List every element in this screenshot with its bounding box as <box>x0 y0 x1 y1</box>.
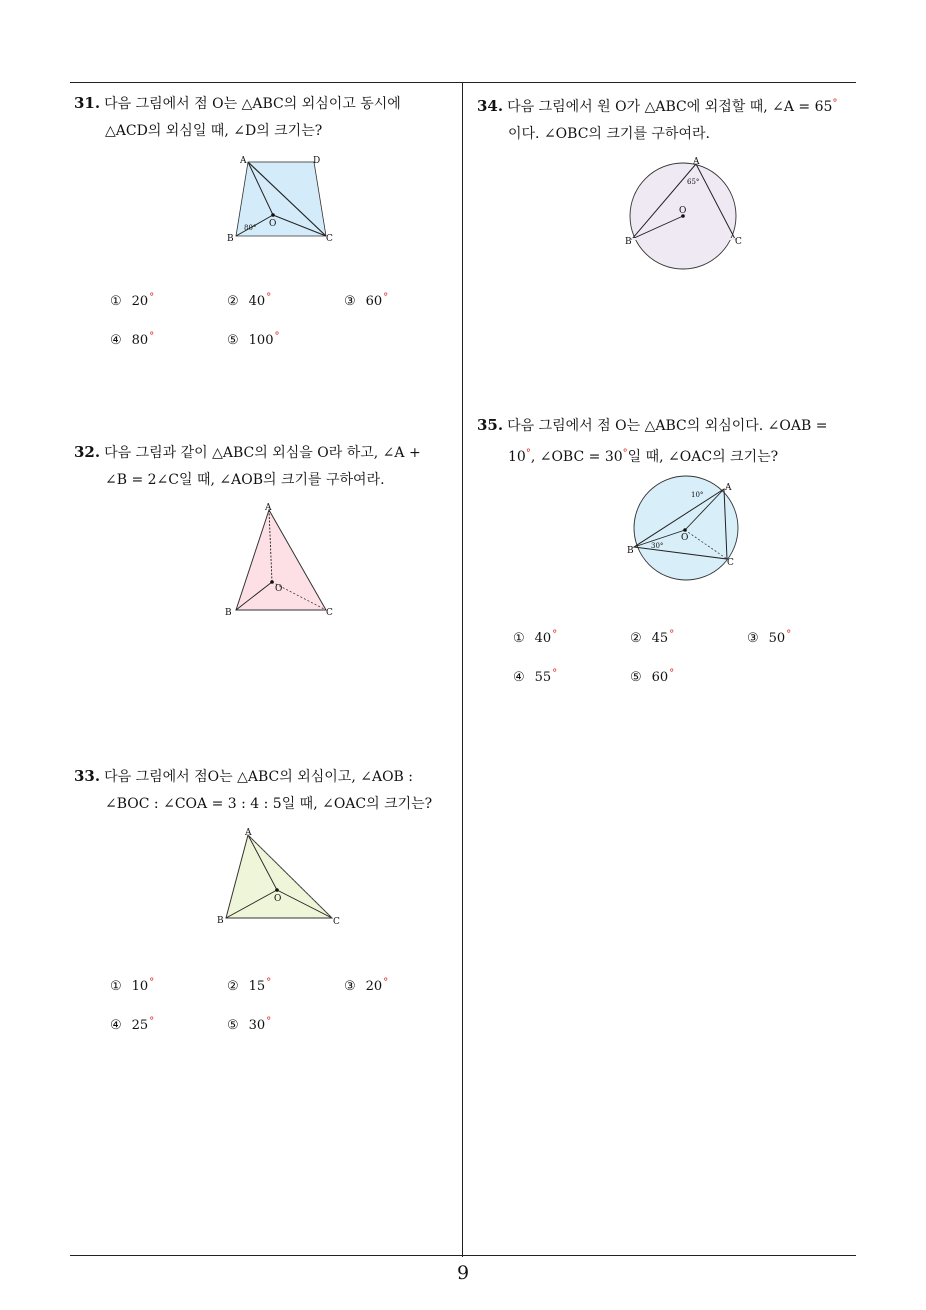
q31-choice-5[interactable]: ⑤ 100° <box>227 331 280 348</box>
q31-choice-2[interactable]: ② 40° <box>227 292 272 309</box>
q35-choice-2[interactable]: ② 45° <box>630 629 675 646</box>
question-number: 33. <box>74 767 101 785</box>
angle-label-b: 30° <box>651 542 664 550</box>
q33-choice-3[interactable]: ③ 20° <box>344 977 389 994</box>
label-b: B <box>217 916 224 926</box>
question-33 <box>74 763 458 818</box>
question-number: 34. <box>477 97 504 115</box>
label-d: D <box>313 156 321 166</box>
question-text: 다음 그림에서 점 O는 △ABC의 외심이다. ∠OAB = <box>507 418 828 434</box>
label-b: B <box>627 546 634 556</box>
question-32 <box>74 439 458 494</box>
question-number: 35. <box>477 416 504 434</box>
question-number: 31. <box>74 94 101 112</box>
q35-choice-4[interactable]: ④ 55° <box>513 668 558 685</box>
label-o: O <box>681 533 689 543</box>
q31-choice-1[interactable]: ① 20° <box>110 292 155 309</box>
label-c: C <box>326 234 333 244</box>
q35-choice-5[interactable]: ⑤ 60° <box>630 668 675 685</box>
question-35 <box>477 412 861 471</box>
q34-figure <box>624 155 749 273</box>
question-text-line2: △ACD의 외심일 때, ∠D의 크기는? <box>105 123 323 139</box>
triangle-abc <box>236 510 326 610</box>
q33-choice-1[interactable]: ① 10° <box>110 977 155 994</box>
top-rule <box>70 82 856 83</box>
label-b: B <box>625 237 632 247</box>
triangle-abc <box>226 835 332 918</box>
q35-choice-3[interactable]: ③ 50° <box>747 629 792 646</box>
question-text: 다음 그림과 같이 △ABC의 외심을 O라 하고, ∠A + <box>104 445 421 461</box>
label-c: C <box>727 558 734 568</box>
q31-figure <box>222 153 342 245</box>
page-number: 9 <box>456 1262 470 1284</box>
question-text-line2: 10°, ∠OBC = 30°일 때, ∠OAC의 크기는? <box>508 448 779 465</box>
question-text: 다음 그림에서 원 O가 △ABC에 외접할 때, ∠A = 65 <box>507 99 833 115</box>
label-b: B <box>227 234 234 244</box>
column-divider <box>462 82 463 1257</box>
label-c: C <box>735 237 742 247</box>
q33-choice-4[interactable]: ④ 25° <box>110 1016 155 1033</box>
circumcircle <box>634 476 738 580</box>
question-number: 32. <box>74 443 101 461</box>
label-a: A <box>725 483 732 493</box>
q33-choice-5[interactable]: ⑤ 30° <box>227 1016 272 1033</box>
question-text-line2: ∠B = 2∠C일 때, ∠AOB의 크기를 구하여라. <box>105 472 385 488</box>
label-o: O <box>269 219 277 229</box>
label-o: O <box>274 894 282 904</box>
label-c: C <box>333 917 340 927</box>
bottom-rule <box>70 1255 856 1256</box>
degree-mark: ° <box>832 98 838 109</box>
q35-figure <box>626 474 751 586</box>
question-31 <box>74 90 458 145</box>
q32-figure <box>224 502 344 620</box>
angle-label: 80° <box>244 224 257 232</box>
q31-choice-4[interactable]: ④ 80° <box>110 331 155 348</box>
q31-choice-3[interactable]: ③ 60° <box>344 292 389 309</box>
label-a: A <box>240 156 247 166</box>
q33-figure <box>216 827 351 927</box>
label-o: O <box>679 206 687 216</box>
question-34 <box>477 90 861 148</box>
angle-label: 65° <box>687 178 700 186</box>
label-a: A <box>693 157 700 167</box>
label-b: B <box>225 608 232 618</box>
label-c: C <box>326 608 333 618</box>
angle-label-a: 10° <box>691 491 704 499</box>
question-text: 다음 그림에서 점 O는 △ABC의 외심이고 동시에 <box>104 96 401 112</box>
q35-choice-1[interactable]: ① 40° <box>513 629 558 646</box>
label-o: O <box>275 584 283 594</box>
question-text: 다음 그림에서 점O는 △ABC의 외심이고, ∠AOB : <box>104 769 414 785</box>
label-a: A <box>265 503 272 513</box>
label-a: A <box>245 828 252 838</box>
question-text-line2: ∠BOC : ∠COA = 3 : 4 : 5일 때, ∠OAC의 크기는? <box>105 796 433 812</box>
question-text-line2: 이다. ∠OBC의 크기를 구하여라. <box>508 126 710 142</box>
q33-choice-2[interactable]: ② 15° <box>227 977 272 994</box>
